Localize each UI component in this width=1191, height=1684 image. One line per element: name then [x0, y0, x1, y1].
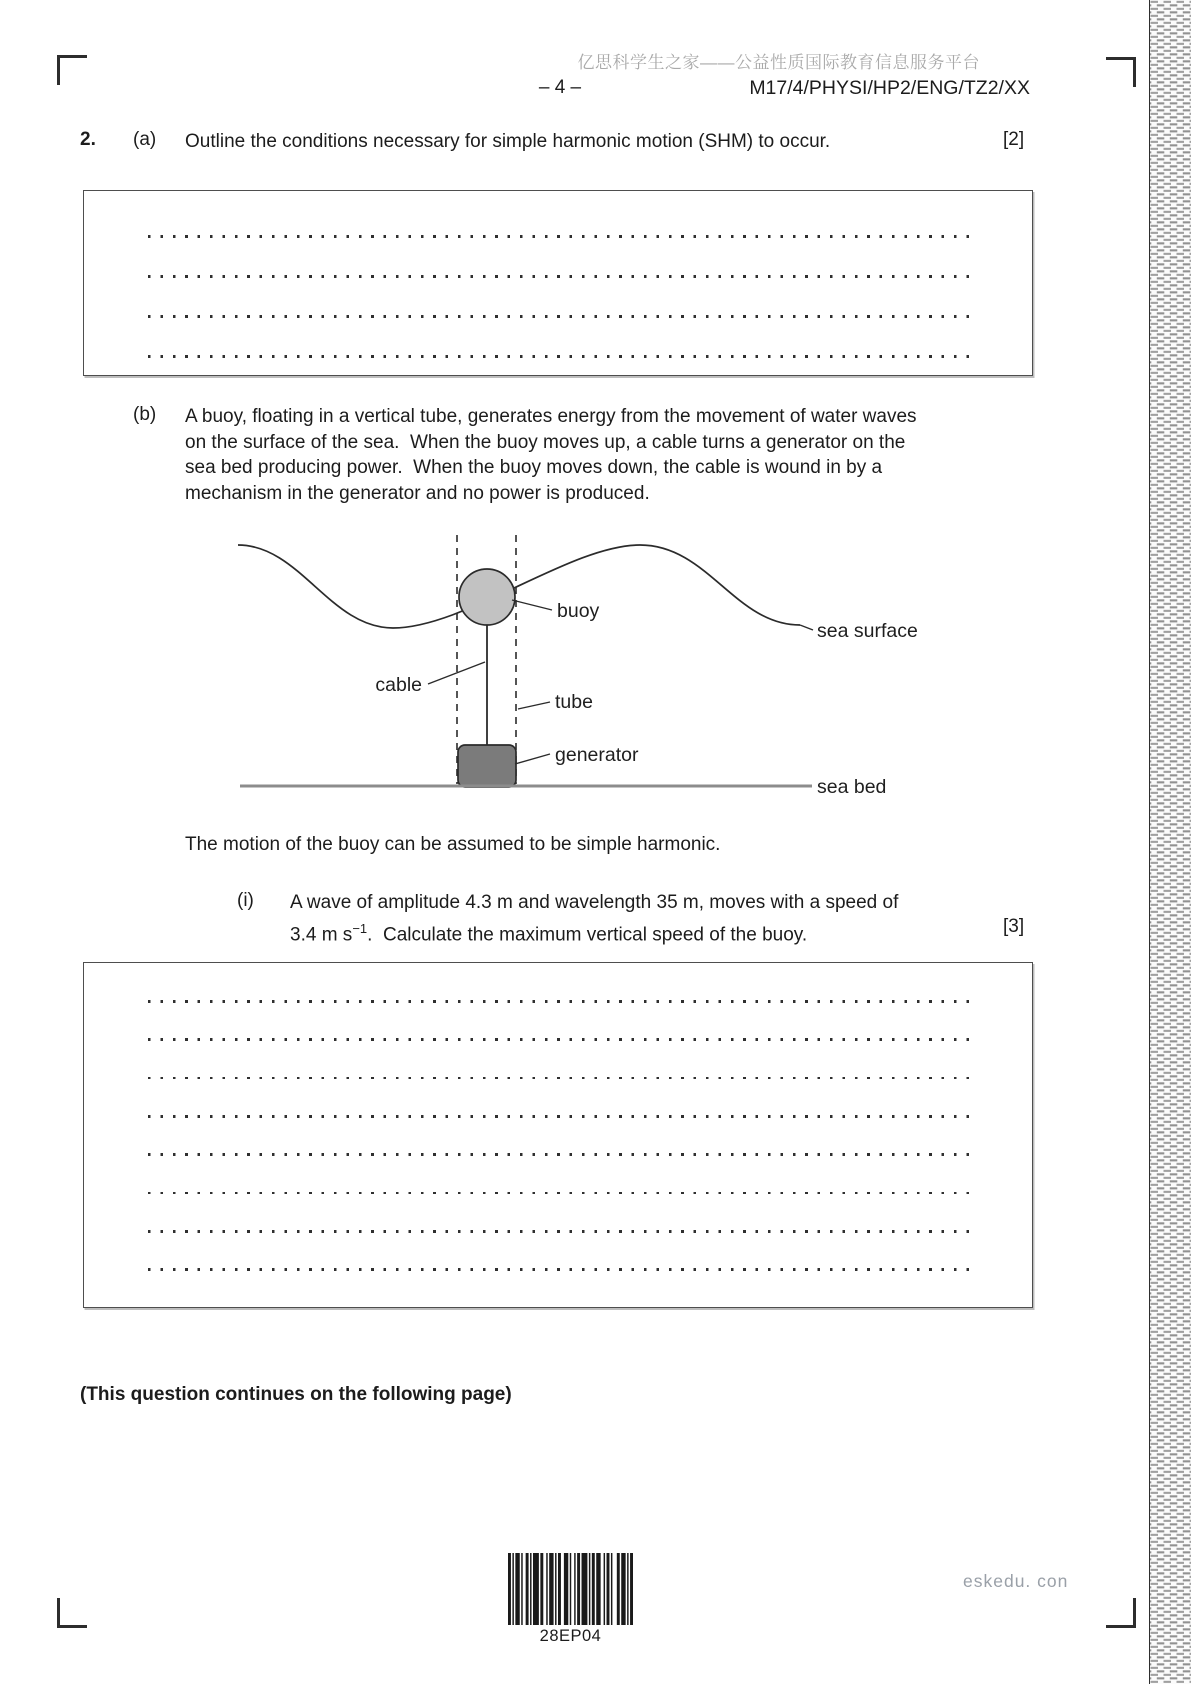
- part-a-prompt: Outline the conditions necessary for simple harmonic motion (SHM) to occur.: [185, 131, 831, 152]
- generator-shape: [458, 745, 516, 787]
- trim-mark-top-left: [57, 55, 87, 85]
- paper-reference-code: M17/4/PHYSI/HP2/ENG/TZ2/XX: [749, 77, 1030, 99]
- barcode: [508, 1553, 633, 1625]
- part-i-prompt: [290, 890, 898, 947]
- buoy-shape: [459, 569, 515, 625]
- part-i-label: (i): [237, 890, 254, 911]
- barcode-label: 28EP04: [539, 1627, 602, 1645]
- answer-dotted-line: [148, 235, 976, 238]
- part-i-marks: [3]: [1003, 916, 1025, 937]
- answer-dotted-line: [148, 355, 976, 358]
- generator-pointer-line: [515, 754, 550, 764]
- part-a-label: (a): [133, 129, 157, 150]
- page-number: – 4 –: [538, 77, 582, 98]
- part-b-text-line-2: on the surface of the sea. When the buoy moves up, a cable turns a generator on the: [185, 431, 906, 453]
- scan-edge-hatch-strip: [1149, 0, 1191, 1684]
- answer-box-part-a: [83, 190, 1033, 376]
- question-number: 2.: [80, 129, 96, 150]
- part-b-text-line-4: mechanism in the generator and no power is produced.: [185, 482, 650, 504]
- superscript-exponent: −1: [352, 920, 368, 936]
- part-b-text-line-3: sea bed producing power. When the buoy moves down, the cable is wound in by a: [185, 457, 883, 478]
- sea-surface-wave-curve: [238, 545, 800, 628]
- buoy-label: buoy: [557, 600, 600, 622]
- hatch-pattern-graphic: [1150, 0, 1191, 1684]
- answer-dotted-line: [148, 1115, 976, 1118]
- answer-dotted-line: [148, 275, 976, 278]
- barcode-bars: [508, 1553, 633, 1625]
- continuation-note: (This question continues on the following page): [80, 1384, 512, 1405]
- trim-mark-bottom-left: [57, 1598, 87, 1628]
- answer-dotted-line: [148, 1153, 976, 1156]
- part-b-text: [185, 404, 917, 506]
- shm-assumption-note: The motion of the buoy can be assumed to be simple harmonic.: [185, 834, 721, 855]
- buoy-pointer-line: [512, 600, 552, 610]
- sea-surface-label: sea surface: [817, 620, 918, 642]
- platform-watermark: 亿思科学生之家——公益性质国际教育信息服务平台: [577, 53, 980, 72]
- answer-dotted-line: [148, 1230, 976, 1233]
- answer-dotted-line: [148, 1268, 976, 1271]
- trim-mark-top-right: [1106, 57, 1136, 87]
- generator-label: generator: [555, 744, 639, 766]
- buoy-generator-diagram: [230, 527, 930, 797]
- answer-dotted-line: [148, 1000, 976, 1003]
- tube-label: tube: [555, 691, 593, 713]
- part-b-label: (b): [133, 404, 157, 425]
- trim-mark-bottom-right: [1106, 1598, 1136, 1628]
- cable-label: cable: [375, 674, 422, 696]
- site-watermark: eskedu. con: [963, 1571, 1069, 1591]
- sea-surface-pointer-line: [800, 625, 813, 630]
- answer-dotted-line: [148, 1192, 976, 1195]
- answer-dotted-line: [148, 1038, 976, 1041]
- part-i-prompt-line-2: 3.4 m $s^{-1}$. Calculate the maximum vertical speed of the buoy.: [290, 920, 808, 945]
- tube-pointer-line: [518, 702, 550, 709]
- answer-dotted-line: [148, 315, 976, 318]
- part-a-marks: [2]: [1003, 129, 1025, 150]
- answer-dotted-line: [148, 1077, 976, 1080]
- part-b-text-line-1: A buoy, floating in a vertical tube, generates energy from the movement of water waves: [185, 406, 917, 427]
- part-i-prompt-line-1: A wave of amplitude 4.3 m and wavelength 35 m, moves with a speed of: [290, 892, 899, 913]
- sea-bed-label: sea bed: [817, 776, 887, 797]
- answer-box-part-i: [83, 962, 1033, 1308]
